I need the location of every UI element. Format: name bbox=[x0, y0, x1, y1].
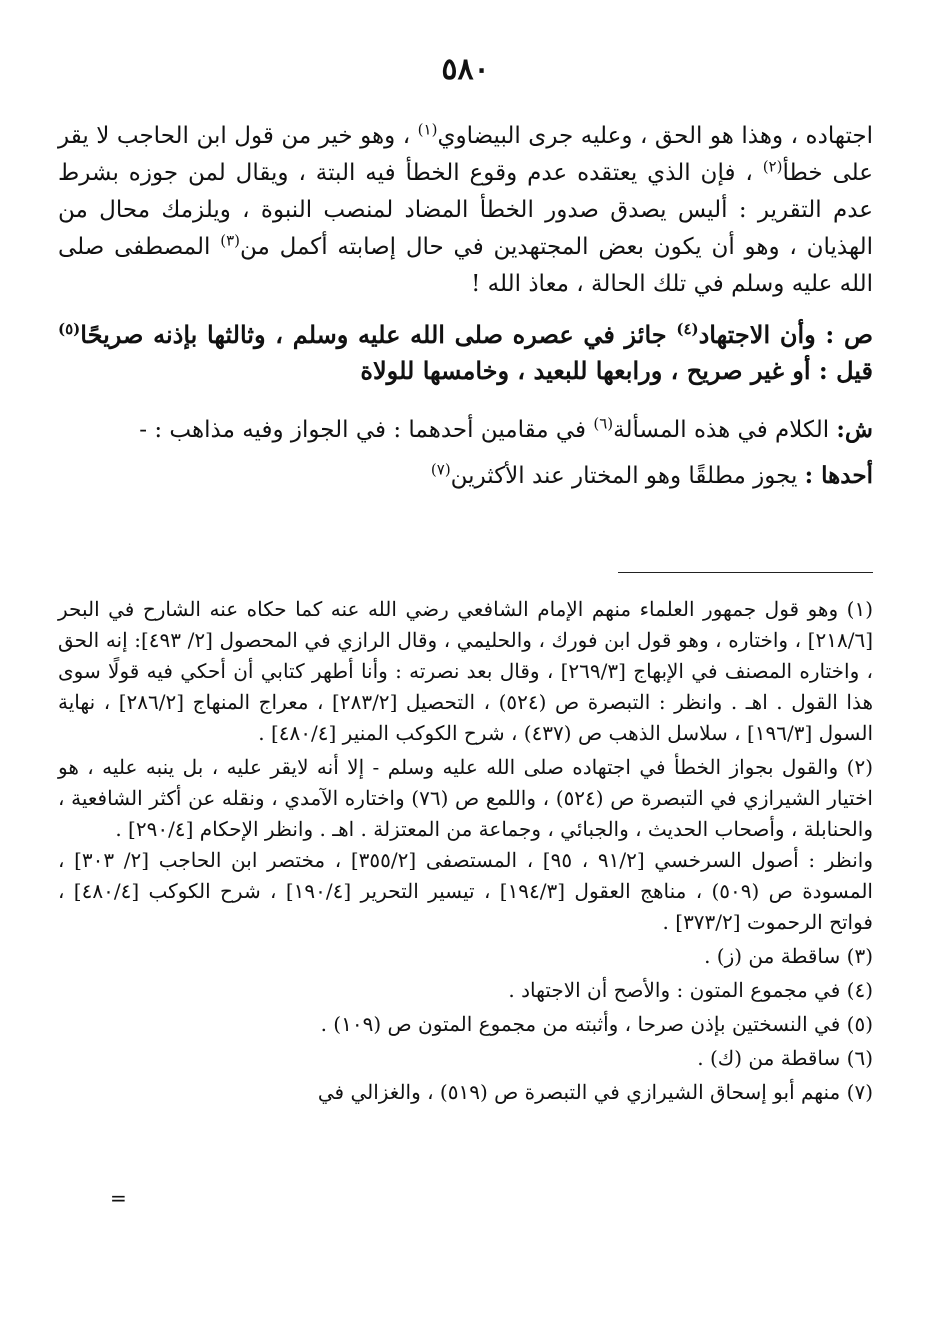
footnote-3 bbox=[58, 941, 873, 972]
footnote-text-continued: وانظر : أصول السرخسي [٩١/٢ ، ٩٥] ، المستصفى [٣٥٥/٢] ، مختصر ابن الحاجب [٢/ ٣٠٣] ، المسودة ص (٥٠٩) ، مناهج العقول [١٩٤/٣] ، تيسير التحرير [١٩٠/٤] ، شرح الكوكب [٤٨٠/٤] ، فواتح الرحموت [٣٧٣/٢] . bbox=[58, 848, 873, 934]
continuation-mark: = bbox=[110, 1186, 127, 1210]
main-text bbox=[58, 118, 873, 499]
text-segment: ، وهو خير من قول ابن الحاجب لا يقر على خطأ bbox=[58, 123, 873, 186]
text-segment: جائز في عصره صلى الله عليه وسلم ، وثالثها بإذنه صريحًا bbox=[80, 320, 677, 349]
footnote-2 bbox=[58, 752, 873, 938]
footnote-5 bbox=[58, 1009, 873, 1040]
footnote-number: (٧) bbox=[846, 1080, 873, 1104]
paragraph-matn bbox=[58, 317, 873, 389]
footnote-text: والقول بجواز الخطأ في اجتهاده صلى الله عليه وسلم - إلا أنه لايقر عليه ، بل ينبه عليه ، هو اختيار الشيرازي في التبصرة ص (٥٢٤) ، واللمع ص (٧٦) واختاره الآمدي ، ونقله عن أكثر الشافعية ، والحنابلة ، وأصحاب الحديث ، والجبائي ، وجماعة من المعتزلة . اهـ . وانظر الإحكام [٢٩٠/٤] . bbox=[58, 755, 873, 841]
footnote-number: (٣) bbox=[846, 944, 873, 968]
footnote-reference: (٤) bbox=[676, 320, 699, 338]
footnote-7 bbox=[58, 1077, 873, 1108]
footnote-number: (٢) bbox=[846, 755, 874, 779]
view-lead: أحدها : bbox=[804, 462, 873, 489]
text-segment: يجوز مطلقًا وهو المختار عند الأكثرين bbox=[450, 463, 805, 489]
footnote-text: ساقطة من (ز) . bbox=[704, 944, 841, 968]
footnote-number: (٤) bbox=[846, 978, 873, 1002]
footnote-text: ساقطة من (ك) . bbox=[697, 1046, 841, 1070]
footnote-number: (٦) bbox=[846, 1046, 873, 1070]
footnote-text: في مجموع المتون : والأصح أن الاجتهاد . bbox=[508, 978, 841, 1002]
footnote-reference: (٢) bbox=[762, 157, 783, 176]
footnote-reference: (١) bbox=[417, 120, 438, 139]
sharh-lead: ش: bbox=[836, 416, 873, 443]
text-segment: الكلام في هذه المسألة bbox=[613, 417, 837, 443]
text-segment: المصطفى صلى الله عليه وسلم في تلك الحالة ، معاذ الله ! bbox=[58, 234, 873, 297]
paragraph-first-view bbox=[58, 453, 873, 499]
footnote-text: في النسختين بإذن صرحا ، وأثبته من مجموع المتون ص (١٠٩) . bbox=[320, 1012, 841, 1036]
footnote-number: (٥) bbox=[846, 1012, 873, 1036]
paragraph-commentary bbox=[58, 118, 873, 303]
text-segment: في مقامين أحدهما : في الجواز وفيه مذاهب : - bbox=[139, 417, 594, 443]
footnote-reference: (٥) bbox=[58, 320, 81, 338]
footnote-1 bbox=[58, 594, 873, 749]
page-number: ٥٨٠ bbox=[441, 52, 490, 87]
footnote-divider bbox=[618, 572, 873, 573]
text-segment: قيل : أو غير صريح ، ورابعها للبعيد ، وخامسها للولاة bbox=[360, 356, 873, 385]
footnote-4 bbox=[58, 975, 873, 1006]
text-segment: ، فإن الذي يعتقده عدم وقوع الخطأ فيه البتة ، ويقال لمن جوزه بشرط عدم التقرير : أليس يصدق صدور الخطأ المضاد لمنصب النبوة ، ويلزمك محال من الهذيان ، وهو أن يكون بعض المجتهدين في حال إصابته أكمل من bbox=[58, 160, 873, 260]
text-segment: ص : وأن الاجتهاد bbox=[698, 320, 874, 349]
text-segment: اجتهاده ، وهذا هو الحق ، وعليه جرى البيضاوي bbox=[437, 123, 873, 149]
footnote-reference: (٦) bbox=[593, 414, 614, 433]
footnote-reference: (٣) bbox=[220, 231, 240, 250]
footnotes-list bbox=[58, 594, 873, 1111]
paragraph-sharh bbox=[58, 407, 873, 453]
footnote-reference: (٧) bbox=[430, 460, 451, 479]
footnote-number: (١) bbox=[846, 597, 874, 621]
footnote-text: وهو قول جمهور العلماء منهم الإمام الشافعي رضي الله عنه كما حكاه عنه الشارح في البحر [٢١٨/٦] ، واختاره ، وهو قول ابن فورك ، والحليمي ، وقال الرازي في المحصول [٢/ ٤٩٣]: إنه الحق ، واختاره المصنف في الإبهاج [٢٦٩/٣] ، وقال بعد نصرته : وأنا أطهر كتابي أن أحكي فيه قولًا سوى هذا القول . اهـ . وانظر : التبصرة ص (٥٢٤) ، التحصيل [٢٨٣/٢] ، معراج المنهاج [٢٨٦/٢] ، نهاية السول [١٩٦/٣] ، سلاسل الذهب ص (٤٣٧) ، شرح الكوكب المنير [٤٨٠/٤] . bbox=[58, 597, 874, 745]
footnote-text: منهم أبو إسحاق الشيرازي في التبصرة ص (٥١٩) ، والغزالي في bbox=[317, 1080, 841, 1104]
footnote-6 bbox=[58, 1043, 873, 1074]
